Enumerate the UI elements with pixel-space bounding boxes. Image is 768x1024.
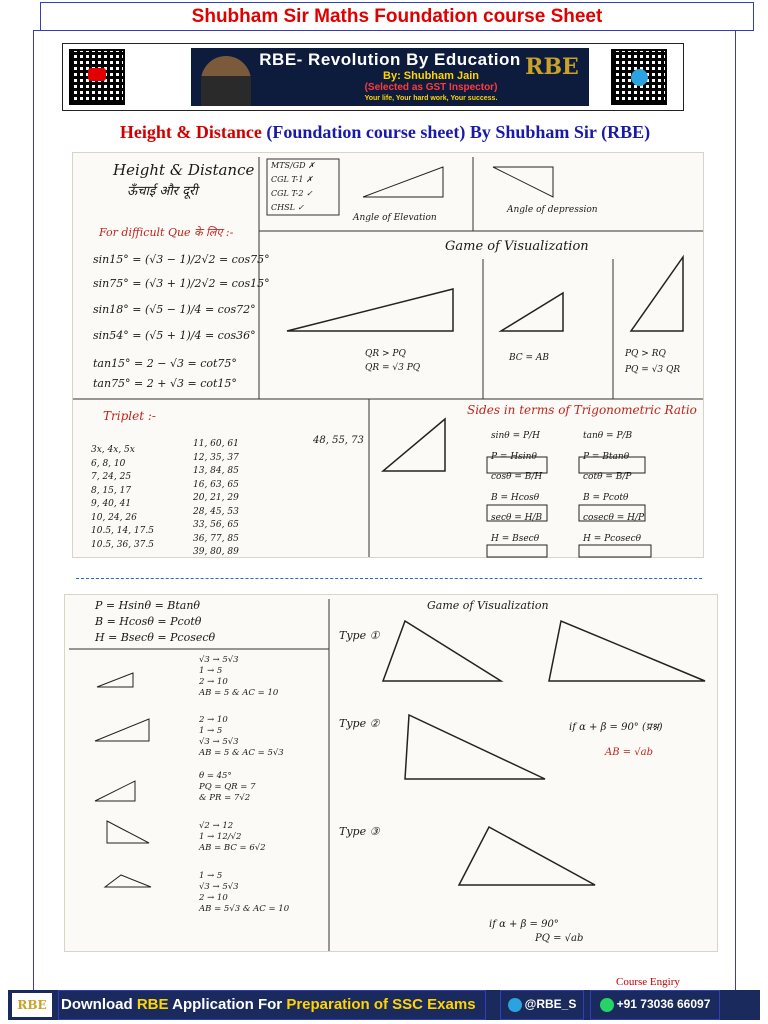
page-title: Shubham Sir Maths Foundation course Sheet [40,2,754,31]
triplet-a-6: 10, 24, 26 [91,512,137,523]
q1-line-1: √3 → 5√3 [199,655,239,665]
visualization-title-2: Game of Visualization [427,599,549,612]
type3-note: if α + β = 90° [489,919,559,930]
subtitle-rest: (Foundation course sheet) By Shubham Sir (RBE) [266,122,651,142]
trig-ratio-6: cotθ = B/P [583,472,632,482]
summary-3: H = Bsecθ = Pcosecθ [95,631,216,644]
relation-4: PQ > RQ [625,349,666,359]
trig-ratio-2: tanθ = P/B [583,431,633,441]
footer-download: Download [61,996,133,1013]
trig-ratio-12: H = Pcosecθ [583,533,642,544]
triplet-a-5: 9, 40, 41 [91,499,132,509]
type2-note: if α + β = 90° (प्रश्न) [569,722,663,733]
trig-ratio-8: B = Pcotθ [583,492,629,503]
q5-line-3: 2 → 10 [199,893,228,903]
q2-line-4: AB = 5 & AC = 5√3 [199,748,284,758]
exam-3: CGL T-2 ✓ [271,189,313,198]
whatsapp-icon [600,998,614,1012]
angle-depression: Angle of depression [507,205,598,215]
triplet-b-9: 39, 80, 89 [193,547,239,557]
footer-rbe: RBE [136,996,169,1013]
triplet-a-8: 10.5, 36, 37.5 [91,539,154,550]
type-1: Type ① [339,629,380,642]
telegram-handle: @RBE_S [524,997,577,1011]
q3-line-2: PQ = QR = 7 [199,782,256,792]
q5-line-4: AB = 5√3 & AC = 10 [199,904,290,914]
type2-result: AB = √ab [605,747,654,758]
trig-ratio-7: B = Hcosθ [491,492,540,503]
relation-2: QR = √3 PQ [365,363,421,373]
telegram-icon [631,69,648,86]
q4-line-1: √2 → 12 [199,821,234,831]
triplet-extra: 48, 55, 73 [313,435,364,446]
rbe-logo: RBE [525,54,579,80]
q2-line-2: 1 → 5 [199,726,223,736]
trig-ratio-9: secθ = H/B [491,513,543,523]
q1-line-3: 2 → 10 [199,677,228,687]
triplet-a-7: 10.5, 14, 17.5 [91,526,154,536]
banner-brand: RBE- Revolution By Education [259,50,521,69]
triplet-b-1: 11, 60, 61 [193,439,239,449]
triplet-b-5: 20, 21, 29 [193,493,239,503]
formula-4: sin54° = (√5 + 1)/4 = cos36° [93,329,256,342]
formula-6: tan75° = 2 + √3 = cot15° [93,377,237,390]
triplet-a-3: 7, 24, 25 [91,472,132,482]
q1-line-4: AB = 5 & AC = 10 [199,688,279,698]
triplet-a-2: 6, 8, 10 [91,458,126,469]
trig-ratio-3: P = Hsinθ [491,451,537,462]
q4-line-2: 1 → 12/√2 [199,832,242,842]
footer-prep: Preparation of SSC Exams [286,996,476,1013]
trig-ratio-10: cosecθ = H/P [583,513,645,523]
formula-5: tan15° = 2 − √3 = cot75° [93,357,237,370]
relation-3: BC = AB [509,353,550,363]
whatsapp-link[interactable] [590,990,720,1020]
banner [62,43,684,111]
summary-1: P = Hsinθ = Btanθ [95,599,201,612]
trig-ratio-11: H = Bsecθ [491,533,540,544]
sheet1-heading-hindi: ऊँचाई और दूरी [127,184,198,199]
whatsapp-number: +91 73036 66097 [616,997,711,1011]
exam-4: CHSL ✓ [271,203,305,212]
subtitle-topic: Height & Distance [119,122,262,142]
summary-2: B = Hcosθ = Pcotθ [95,615,202,628]
q2-line-3: √3 → 5√3 [199,737,239,747]
avatar [201,56,251,106]
triplet-b-2: 12, 35, 37 [193,452,239,463]
telegram-link[interactable] [500,990,584,1020]
triplet-a-4: 8, 15, 17 [91,485,132,496]
trig-ratio-5: cosθ = B/H [491,472,543,482]
footer-application-for: Application For [172,996,283,1013]
type3-result: PQ = √ab [535,933,584,944]
footer-bar [8,990,760,1020]
footer-rbe-logo: RBE [12,993,52,1017]
sheet-subtitle [40,122,730,143]
q4-line-3: AB = BC = 6√2 [199,843,266,853]
banner-tagline: Your life, Your hard work, Your success. [364,95,498,102]
triplet-b-4: 16, 63, 65 [193,479,239,490]
sheet2-lines [65,595,719,953]
sides-title: Sides in terms of Trigonometric Ratio [467,403,697,417]
notes-sheet-2 [64,594,718,952]
triplet-a-1: 3x, 4x, 5x [91,445,135,455]
section-divider [76,578,702,579]
q1-line-2: 1 → 5 [199,666,223,676]
q2-line-1: 2 → 10 [199,715,228,725]
youtube-icon [88,68,106,81]
download-app-link[interactable] [58,990,486,1020]
type-2: Type ② [339,717,380,730]
triplet-b-3: 13, 84, 85 [193,466,239,476]
trig-ratio-1: sinθ = P/H [491,431,540,441]
triplet-b-6: 28, 45, 53 [193,506,239,517]
triplet-title: Triplet :- [103,409,156,423]
triplet-b-8: 36, 77, 85 [193,533,239,544]
banner-selected: (Selected as GST Inspector) [364,82,498,93]
trig-ratio-4: P = Btanθ [583,451,630,462]
relation-1: QR > PQ [365,349,406,359]
angle-elevation: Angle of Elevation [353,213,437,223]
exam-1: MTS/GD ✗ [271,161,315,170]
type-3: Type ③ [339,825,380,838]
exam-2: CGL T-1 ✗ [271,175,313,184]
difficult-note: For difficult Que के लिए :- [99,226,234,239]
telegram-icon [508,998,522,1012]
banner-author: By: Shubham Jain [383,70,479,82]
q3-line-3: & PR = 7√2 [199,793,251,803]
notes-sheet-1 [72,152,704,558]
q5-line-1: 1 → 5 [199,871,223,881]
banner-center [191,48,589,106]
q3-line-1: θ = 45° [199,771,232,781]
q5-line-2: √3 → 5√3 [199,882,239,892]
relation-5: PQ = √3 QR [625,365,681,375]
triplet-b-7: 33, 56, 65 [193,520,239,530]
visualization-title: Game of Visualization [445,239,589,254]
sheet1-heading: Height & Distance [113,161,255,179]
formula-2: sin75° = (√3 + 1)/2√2 = cos15° [93,277,270,290]
course-enquiry: Course Engiry [616,976,680,988]
formula-1: sin15° = (√3 − 1)/2√2 = cos75° [93,253,270,266]
formula-3: sin18° = (√5 − 1)/4 = cos72° [93,303,256,316]
